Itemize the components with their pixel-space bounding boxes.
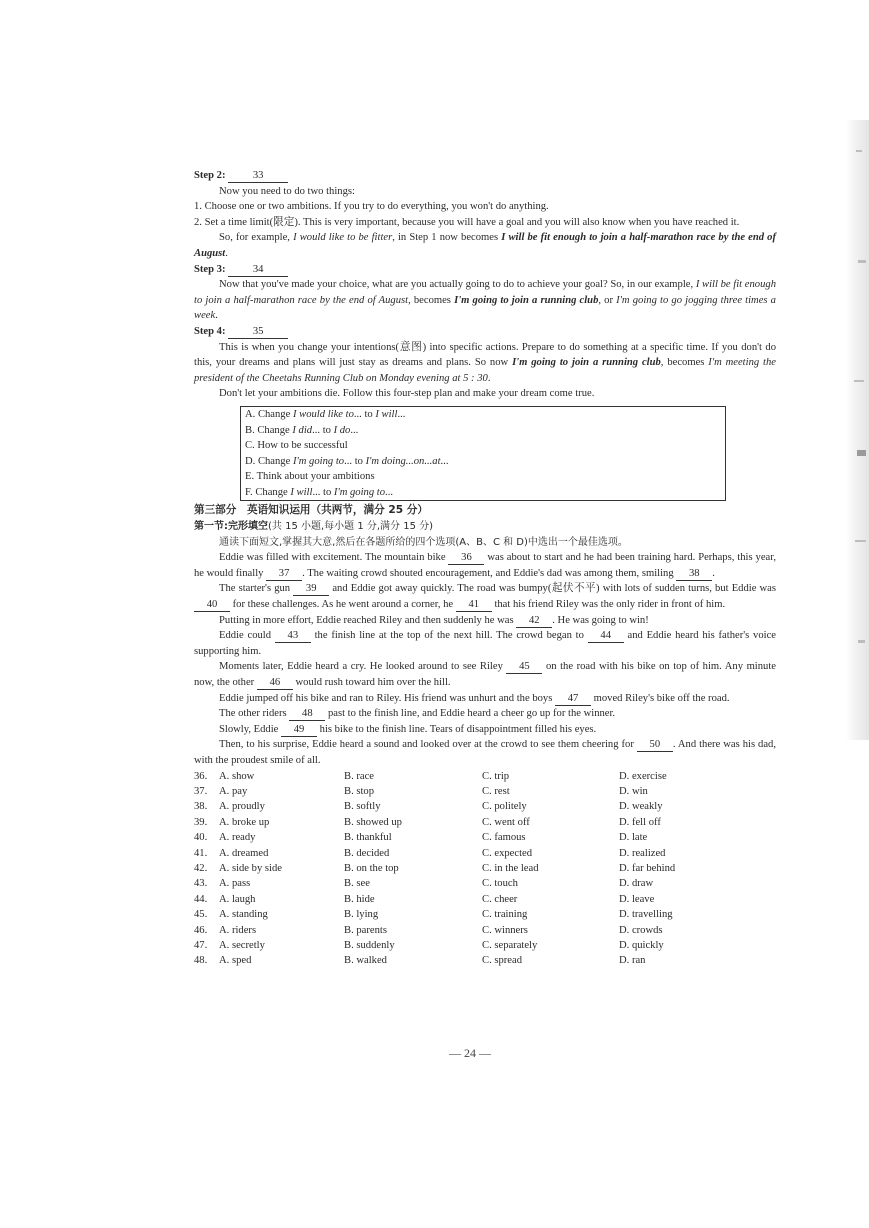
story-paragraph-8: Slowly, Eddie 49 his bike to the finish line. Tears of disappointment filled his eyes.: [219, 723, 597, 735]
story-paragraph-6: Eddie jumped off his bike and ran to Riley. His friend was unhurt and the boys 47 moved Riley's bike off the road.: [219, 692, 730, 704]
bold-italic-text: I will be fit enough to join a half-marathon race by the end of August: [194, 232, 777, 259]
text: .: [225, 247, 228, 259]
step4-text: [194, 340, 776, 387]
step-label: Step 4:: [194, 325, 226, 337]
answer-blank: 39: [293, 583, 329, 596]
bold-italic-text: I'm going to join a running club: [454, 294, 599, 306]
story-paragraph-4: Eddie could 43 the finish line at the top of the next hill. The crowd began to 44 and Eddie heard his father's voice supporting him.: [194, 630, 776, 657]
scan-edge-shadow: [846, 120, 869, 740]
step4-heading: [194, 324, 776, 340]
question-row: 37. A. pay B. stop C. rest D. win: [194, 785, 648, 797]
answer-blank: 38: [676, 568, 712, 581]
story-paragraph-9: Then, to his surprise, Eddie heard a sound and looked over at the crowd to see them cheering for 50 . And there was his dad, with the proudest smile of all.: [194, 739, 776, 766]
question-row: 36. A. show B. race C. trip D. exercise: [194, 770, 667, 782]
answer-blank: 41: [456, 599, 492, 612]
answer-blank: 43: [275, 630, 311, 643]
story-paragraph-3: Putting in more effort, Eddie reached Riley and then suddenly he was 42 . He was going to win!: [219, 614, 649, 626]
step2-example: [194, 230, 776, 261]
answer-blank: 49: [281, 724, 317, 737]
italic-text: I would like to be fitter: [293, 232, 393, 244]
story-paragraph-5: Moments later, Eddie heard a cry. He looked around to see Riley 45 on the road with his bike on top of him. Any minute now, the other 46 would rush toward him over the hill.: [194, 661, 776, 688]
story-paragraph-7: The other riders 48 past to the finish line, and Eddie heard a cheer go up for the winner.: [219, 708, 616, 720]
story-paragraph-2: The starter's gun 39 and Eddie got away quickly. The road was bumpy(起伏不平) with lots of sudden turns, but Eddie was 40 for these challenges. As he went around a corner, he 41 that his friend Riley was the only rider in front of him.: [194, 581, 776, 612]
answer-blank: 45: [506, 661, 542, 674]
text: , in Step 1 now becomes: [392, 232, 502, 244]
step3-text: [194, 277, 776, 324]
question-row: 39. A. broke up B. showed up C. went off D. fell off: [194, 816, 661, 828]
answer-blank: 34: [228, 264, 288, 277]
section-title: 第一节:完形填空(共 15 小题,每小题 1 分,满分 15 分): [194, 521, 434, 533]
exam-content: [194, 168, 776, 969]
question-list: [194, 769, 776, 969]
answer-blank: 33: [228, 170, 288, 183]
option-b: B. Change I did... to I do...: [245, 424, 359, 436]
step2-intro: Now you need to do two things:: [219, 185, 355, 197]
question-row: 40. A. ready B. thankful C. famous D. late: [194, 832, 648, 844]
text: So, for example,: [219, 232, 294, 244]
step-label: Step 2:: [194, 170, 226, 181]
step4-closing: Don't let your ambitions die. Follow this four-step plan and make your dream come true.: [219, 388, 595, 400]
part3-heading: 第三部分 英语知识运用（共两节，满分 25 分）: [194, 504, 428, 517]
step-label: Step 3:: [194, 263, 226, 275]
question-row: 44. A. laugh B. hide C. cheer D. leave: [194, 893, 655, 905]
question-row: 46. A. riders B. parents C. winners D. crowds: [194, 924, 663, 936]
option-e: E. Think about your ambitions: [245, 471, 375, 483]
answer-blank: 48: [289, 708, 325, 721]
option-f: F. Change I will... to I'm going to...: [245, 486, 393, 498]
answer-blank: 42: [516, 615, 552, 628]
option-d: D. Change I'm going to... to I'm doing...on...at...: [245, 455, 449, 467]
question-row: 41. A. dreamed B. decided C. expected D. realized: [194, 847, 666, 859]
answer-blank: 50: [637, 739, 673, 752]
text: This is when you change your intentions(意图) into specific actions. Prepare to do something at a specific time. If you don't do this, your dreams and plans will just stay as dreams and plans. So now: [194, 341, 776, 369]
step2-heading: [194, 168, 776, 184]
text: , becomes: [660, 357, 709, 369]
question-row: 48. A. sped B. walked C. spread D. ran: [194, 955, 646, 967]
step2-item-1: 1. Choose one or two ambitions. If you try to do everything, you won't do anything.: [194, 201, 549, 213]
text: Now that you've made your choice, what are you actually going to do to achieve your goal? So, in our example,: [219, 279, 696, 291]
answer-blank: 46: [257, 677, 293, 690]
step2-item-2: 2. Set a time limit(限定). This is very important, because you will have a goal and you will also know when you have reached it.: [194, 216, 740, 228]
answer-blank: 47: [555, 693, 591, 706]
italic-text: I'm meeting the president of the Cheetahs Running Club on Monday evening at 5 : 30: [194, 357, 776, 384]
answer-blank: 40: [194, 599, 230, 612]
option-c: C. How to be successful: [245, 440, 348, 452]
question-row: 38. A. proudly B. softly C. politely D. weakly: [194, 801, 663, 813]
bold-italic-text: I'm going to join a running club: [512, 357, 661, 369]
answer-blank: 36: [448, 552, 484, 565]
italic-text: I'm going to go jogging three times a week: [194, 294, 776, 322]
step3-heading: [194, 262, 776, 278]
answer-blank: 35: [228, 326, 288, 339]
text: , becomes: [408, 294, 455, 306]
text: .: [215, 310, 218, 322]
section-instruction: 通读下面短文,掌握其大意,然后在各题所给的四个选项(A、B、C 和 D)中选出一个最佳选项。: [219, 536, 628, 548]
options-box: [240, 406, 726, 502]
answer-blank: 37: [266, 568, 302, 581]
story-paragraph-1: Eddie was filled with excitement. The mountain bike 36 was about to start and he had been training hard. Perhaps, this year, he would finally 37 . The waiting crowd shouted encouragement, and Eddie's dad was among them, smiling 38 .: [194, 552, 776, 579]
text: , or: [598, 294, 617, 306]
answer-blank: 44: [588, 630, 624, 643]
page-number: — 24 —: [449, 1046, 491, 1060]
question-row: 42. A. side by side B. on the top C. in the lead D. far behind: [194, 863, 676, 874]
italic-text: I will be fit enough to join a half-marathon race by the end of August: [194, 279, 776, 306]
question-row: 47. A. secretly B. suddenly C. separately D. quickly: [194, 940, 664, 952]
text: .: [487, 372, 491, 384]
question-row: 43. A. pass B. see C. touch D. draw: [194, 878, 654, 890]
question-row: 45. A. standing B. lying C. training D. travelling: [194, 909, 673, 921]
option-a: A. Change I would like to... to I will...: [245, 408, 406, 420]
